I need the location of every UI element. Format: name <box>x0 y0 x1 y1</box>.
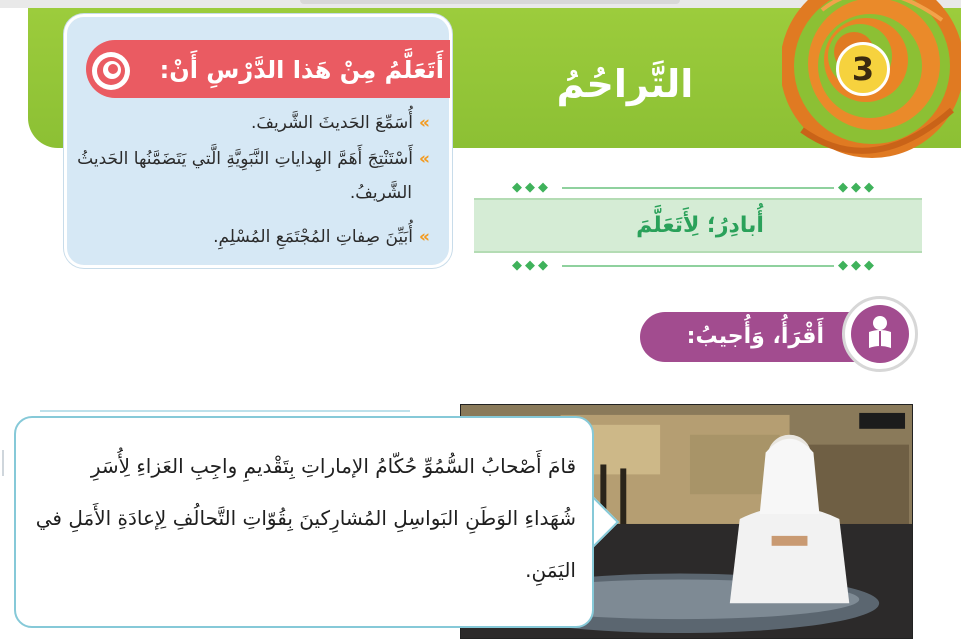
objective-item <box>100 108 430 138</box>
double-chevron-icon: » <box>419 227 430 247</box>
divider-line <box>562 265 834 267</box>
bubble-top-rule <box>40 410 410 412</box>
double-chevron-icon: » <box>419 113 430 133</box>
passage-text <box>28 440 576 610</box>
rush-to-learn-label: أُبادِرُ؛ لِأَتَعَلَّمَ <box>636 213 764 238</box>
diamond-ornament: ◆◆◆ <box>838 180 877 195</box>
diamond-ornament: ◆◆◆ <box>512 180 551 195</box>
passage-line: شُهَداءِ الوَطَنِ البَواسِلِ المُشارِكينَ بِقُوّاتِ التَّحالُفِ لِإعادَةِ الأَمَلِ في <box>35 506 576 530</box>
objectives-header: أَتَعَلَّمُ مِنْ هَذا الدَّرْسِ أَنْ: <box>159 56 444 84</box>
left-edge-marker <box>2 450 4 476</box>
objective-item <box>74 144 430 174</box>
swirl-icon <box>90 50 132 92</box>
browser-tab-edge <box>300 0 680 4</box>
objective-text-continued: الشَّريفُ. <box>349 183 412 203</box>
objective-text: أُبَيِّنَ صِفاتِ المُجْتَمَعِ المُسْلِمِ. <box>213 227 414 247</box>
double-chevron-icon: » <box>419 149 430 169</box>
diamond-ornament: ◆◆◆ <box>838 258 877 273</box>
diamond-ornament: ◆◆◆ <box>512 258 551 273</box>
lesson-title: التَّراحُمُ <box>556 62 694 106</box>
objective-text: أُسَمِّعَ الحَديثَ الشَّريفَ. <box>250 113 414 133</box>
objective-item <box>150 222 430 252</box>
passage-line: اليَمَنِ. <box>525 558 576 582</box>
passage-line: قامَ أَصْحابُ السُّمُوِّ حُكّامُ الإماراتِ بِتَقْديمِ واجِبِ العَزاءِ لِأُسَرِ <box>90 454 576 478</box>
reading-person-icon <box>861 314 899 354</box>
objective-text: أَسْتَنْتِجَ أَهَمَّ الهِداياتِ النَّبَوِيَّةِ الَّتي يَتَضَمَّنُها الحَديثُ <box>77 149 414 169</box>
lesson-number-badge: 3 <box>836 42 890 96</box>
read-answer-label: أَقْرَأُ، وَأُجيبُ: <box>686 324 824 349</box>
divider-line <box>562 187 834 189</box>
